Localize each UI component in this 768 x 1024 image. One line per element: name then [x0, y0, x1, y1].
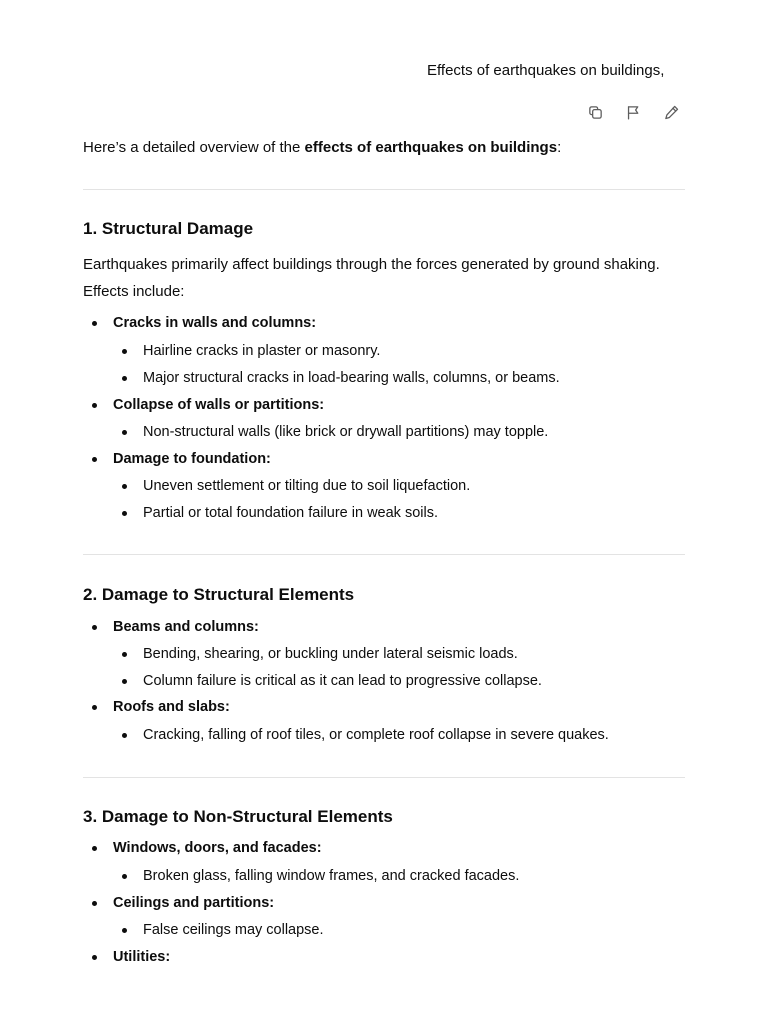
edit-button[interactable] — [660, 104, 682, 126]
section-heading: 1. Structural Damage — [83, 219, 254, 238]
section-heading: 2. Damage to Structural Elements — [83, 585, 355, 604]
pencil-icon — [663, 104, 680, 126]
user-message: Effects of earthquakes on buildings, — [427, 62, 665, 79]
sub-list-item: Uneven settlement or tilting due to soil liquefaction. — [143, 478, 471, 494]
list-item: Cracks in walls and columns: — [113, 315, 317, 331]
sub-list-item: Non-structural walls (like brick or drywall partitions) may topple. — [143, 424, 549, 440]
flag-button[interactable] — [622, 104, 644, 126]
list-item: Ceilings and partitions: — [113, 895, 275, 911]
flag-icon — [625, 104, 642, 126]
sub-list-item: Cracking, falling of roof tiles, or complete roof collapse in severe quakes. — [143, 727, 609, 743]
list-item: Collapse of walls or partitions: — [113, 397, 325, 413]
sub-list-item: Partial or total foundation failure in weak soils. — [143, 505, 438, 521]
intro-paragraph — [83, 137, 561, 159]
sub-list-item: Major structural cracks in load-bearing walls, columns, or beams. — [143, 370, 560, 386]
list-item: Roofs and slabs: — [113, 699, 230, 715]
list-item: Beams and columns: — [113, 619, 259, 635]
sub-list-item: Broken glass, falling window frames, and cracked facades. — [143, 868, 520, 884]
intro-bold: effects of earthquakes on buildings — [304, 139, 558, 156]
list-item: Damage to foundation: — [113, 451, 271, 467]
section-paragraph: Earthquakes primarily affect buildings through the forces generated by ground shaking. Effects include: — [83, 256, 660, 300]
intro-suffix: : — [557, 139, 562, 156]
divider — [83, 189, 685, 190]
copy-button[interactable] — [584, 104, 606, 126]
list-item: Utilities: — [113, 949, 171, 965]
sub-list-item: Column failure is critical as it can lead to progressive collapse. — [143, 673, 542, 689]
section-heading: 3. Damage to Non-Structural Elements — [83, 807, 393, 826]
copy-icon — [587, 104, 604, 126]
divider — [83, 777, 685, 778]
intro-prefix: Here’s a detailed overview of the — [83, 139, 305, 156]
list-item: Windows, doors, and facades: — [113, 840, 322, 856]
sub-list-item: Hairline cracks in plaster or masonry. — [143, 343, 381, 359]
sub-list-item: Bending, shearing, or buckling under lateral seismic loads. — [143, 646, 518, 662]
sub-list-item: False ceilings may collapse. — [143, 922, 324, 938]
divider — [83, 554, 685, 555]
